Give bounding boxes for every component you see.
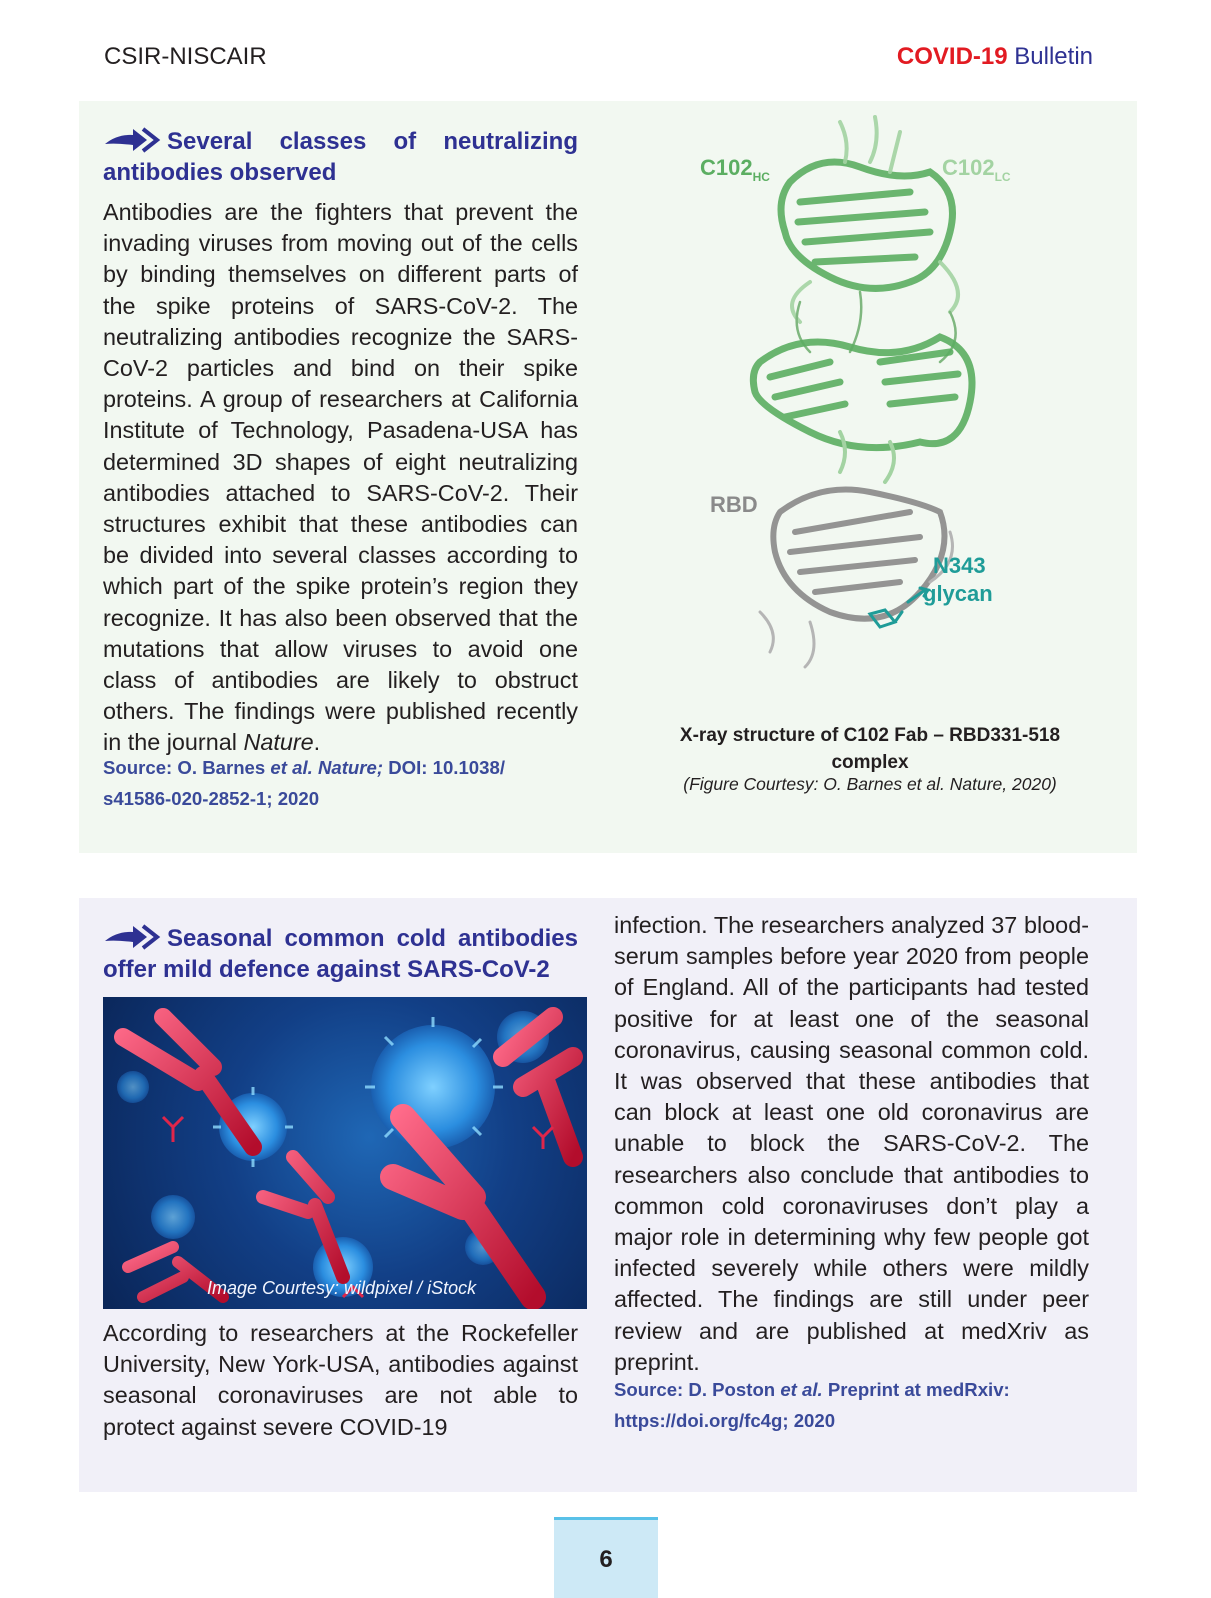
label-c102-lc: $C102_{LC}$: [942, 155, 1011, 184]
double-arrow-icon: [103, 923, 161, 951]
article1-body: Antibodies are the fighters that prevent the invading viruses from moving out of the cells by binding themselves on different parts of the spike proteins of SARS-CoV-2. The neutralizing antibodies recognize the SARS-CoV-2 particles and bind on their spike proteins. A group of researchers at California Institute of Technology, Pasadena-USA has determined 3D shapes of eight neutralizing antibodies attached to SARS-CoV-2. Their structures exhibit that these antibodies can be divided into several classes according to which part of the spike protein’s region they recognize. It has also been observed that the mutations that allow viruses to avoid one class of antibodies are likely to obstruct others. The findings were published recently in the journal Nature.: [103, 199, 578, 756]
bulletin-title: [897, 43, 1093, 71]
bulletin-title-covid: COVID-19: [896, 43, 1008, 70]
article1-heading-text: Several classes of neutralizing antibodies observed: [103, 128, 578, 186]
antibody-virus-image: [103, 997, 587, 1309]
page-number-box: [554, 1517, 658, 1598]
article1-body-text: Antibodies are the fighters that prevent the invading viruses from moving out of the cells by binding themselves on different parts of the spike proteins of SARS-CoV-2. The neutralizing antibodies recognize the SARS-CoV-2 particles and bind on their spike proteins. A group of researchers at California Institute of Technology, Pasadena-USA has determined 3D shapes of eight neutralizing antibodies attached to SARS-CoV-2. Their structures exhibit that these antibodies can be divided into several classes according to which part of the spike protein’s region they recognize. It has also been observed that the mutations that allow viruses to avoid one class of antibodies are likely to obstruct others. The findings were published recently in the journal: [103, 199, 578, 756]
page-number: 6: [599, 1546, 613, 1573]
article1-source: Source: O. Barnes et al. Nature; DOI: 10.1038/ s41586-020-2852-1; 2020: [103, 757, 505, 809]
label-rbd: RBD: [710, 492, 758, 517]
article2-heading-text: Seasonal common cold antibodies offer mild defence against SARS-CoV-2: [103, 925, 578, 983]
article2-body-right: infection. The researchers analyzed 37 blood-serum samples before year 2020 from people of England. All of the participants had tested positive for at least one of the seasonal coronavirus, causing seasonal common cold. It was observed that these antibodies that can block at least one old coronavirus are unable to block the SARS-CoV-2. The researchers also conclude that antibodies to common cold coronaviruses don’t play a major role in determining why few people got infected severely while others were mildly affected. The findings are still under peer review and are published at medXriv as preprint.: [614, 912, 1089, 1375]
label-n343: N343: [933, 553, 986, 578]
article2-heading: [103, 923, 578, 985]
bulletin-title-bulletin: Bulletin: [1014, 43, 1093, 70]
double-arrow-icon: [103, 126, 161, 154]
label-glycan: glycan: [923, 581, 993, 606]
protein-structure-figure: [690, 112, 1050, 687]
article1-heading: [103, 126, 578, 188]
publisher-name: CSIR-NISCAIR: [104, 43, 267, 70]
article2-body-left: According to researchers at the Rockefeller University, New York-USA, antibodies against seasonal coronaviruses are not able to protect against severe COVID-19: [103, 1320, 578, 1440]
label-c102-hc: $C102_{HC}$: [700, 155, 770, 184]
figure-courtesy: (Figure Courtesy: O. Barnes et al. Nature, 2020): [683, 774, 1057, 794]
image-credit: Image Courtesy: wildpixel / iStock: [207, 1278, 477, 1298]
article1-journal: Nature: [243, 729, 314, 756]
article2-source: Source: D. Poston et al. Preprint at medRxiv: https://doi.org/fc4g; 2020: [614, 1379, 1010, 1431]
antibody-virus-illustration: [103, 997, 587, 1309]
figure-caption: X-ray structure of C102 Fab – RBD331-518 complex: [679, 725, 1061, 773]
